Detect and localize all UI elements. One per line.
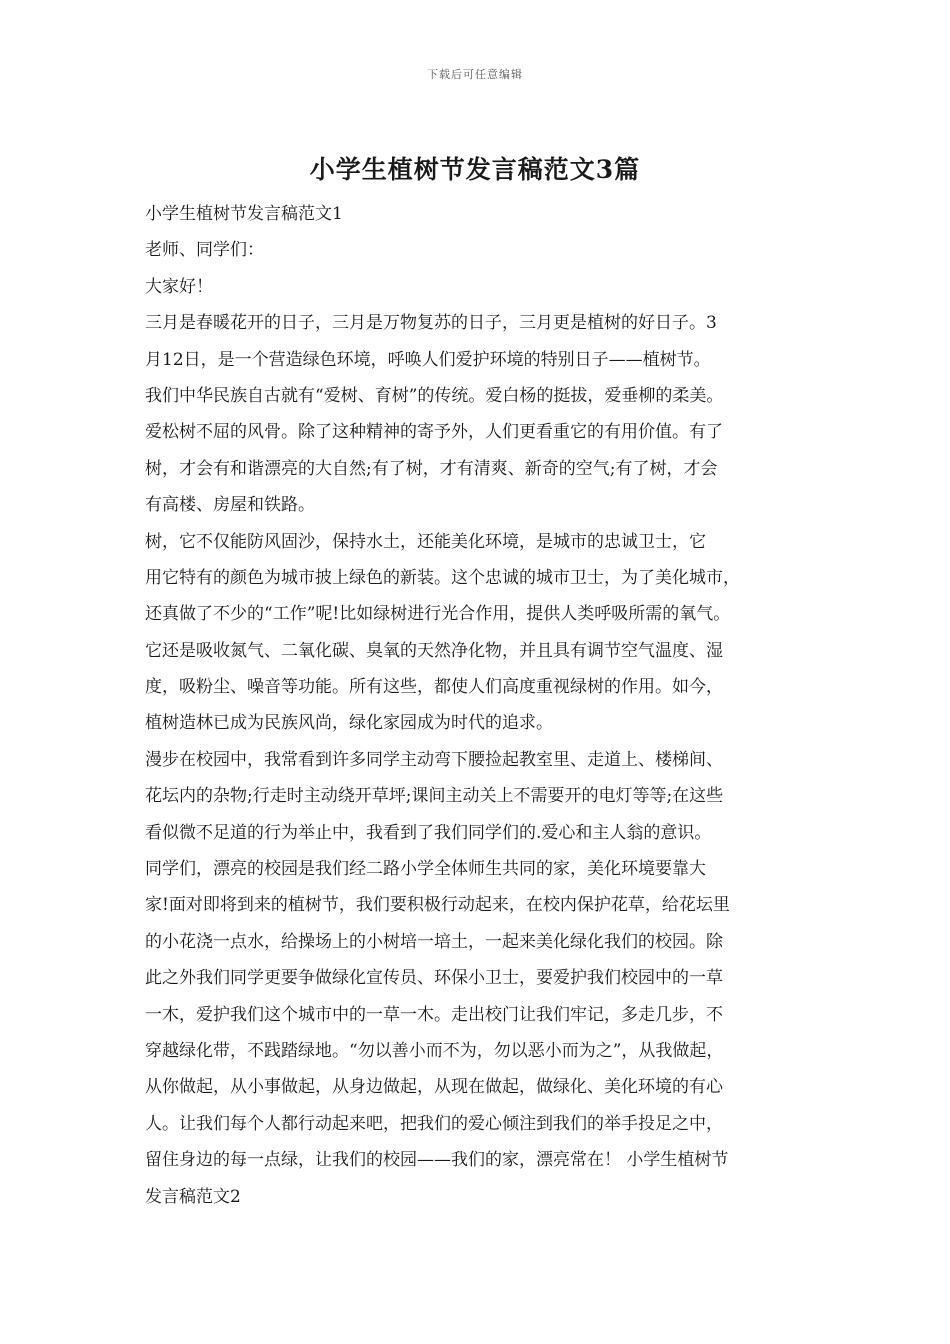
text-line: 一木，爱护我们这个城市中的一草一木。走出校门让我们牢记，多走几步，不 xyxy=(145,1004,723,1025)
text-line: 穿越绿化带，不践踏绿地。“勿以善小而不为，勿以恶小而为之”，从我做起， xyxy=(145,1040,724,1061)
text-line: 人。让我们每个人都行动起来吧，把我们的爱心倾注到我们的举手投足之中， xyxy=(145,1113,723,1134)
text-line: 从你做起，从小事做起，从身边做起，从现在做起，做绿化、美化环境的有心 xyxy=(145,1077,723,1098)
text-line: 度，吸粉尘、噪音等功能。所有这些，都使人们高度重视绿树的作用。如今， xyxy=(145,677,723,698)
text-line: 家!面对即将到来的植树节，我们要积极行动起来，在校内保护花草，给花坛里 xyxy=(145,895,730,916)
text-line: 的小花浇一点水，给操场上的小树培一培土，一起来美化绿化我们的校园。除 xyxy=(145,931,723,952)
text-line: 月12日，是一个营造绿色环境，呼唤人们爱护环境的特别日子——植树节。 xyxy=(145,349,711,370)
document-title: 小学生植树节发言稿范文3篇 xyxy=(309,155,641,184)
text-line: 用它特有的颜色为城市披上绿色的新装。这个忠诚的城市卫士，为了美化城市， xyxy=(145,567,740,588)
text-line: 三月是春暖花开的日子，三月是万物复苏的日子，三月更是植树的好日子。3 xyxy=(145,313,717,334)
text-line: 树，它不仅能防风固沙，保持水土，还能美化环境，是城市的忠诚卫士，它 xyxy=(145,531,706,552)
text-line: 有高楼、房屋和铁路。 xyxy=(145,495,315,516)
text-line: 植树造林已成为民族风尚，绿化家园成为时代的追求。 xyxy=(145,713,553,734)
text-line: 它还是吸收氮气、二氧化碳、臭氧的天然净化物，并且具有调节空气温度、湿 xyxy=(145,640,723,661)
text-line: 看似微不足道的行为举止中，我看到了我们同学们的.爱心和主人翁的意识。 xyxy=(145,822,712,843)
text-line: 发言稿范文2 xyxy=(145,1186,241,1207)
text-line: 同学们，漂亮的校园是我们经二路小学全体师生共同的家，美化环境要靠大 xyxy=(145,859,706,880)
text-line: 留住身边的每一点绿，让我们的校园——我们的家，漂亮常在！ 小学生植树节 xyxy=(145,1150,729,1171)
text-line: 此之外我们同学更要争做绿化宣传员、环保小卫士，要爱护我们校园中的一草 xyxy=(145,968,723,989)
header-note: 下载后可任意编辑 xyxy=(427,68,523,81)
text-line: 树，才会有和谐漂亮的大自然;有了树，才有清爽、新奇的空气;有了树，才会 xyxy=(145,458,718,479)
text-line: 爱松树不屈的风骨。除了这种精神的寄予外，人们更看重它的有用价值。有了 xyxy=(145,422,723,443)
salutation-line: 老师、同学们： xyxy=(145,240,264,261)
text-line: 花坛内的杂物;行走时主动绕开草坪;课间主动关上不需要开的电灯等等;在这些 xyxy=(145,786,724,807)
text-line: 还真做了不少的“工作”呢!比如绿树进行光合作用，提供人类呼吸所需的氧气。 xyxy=(145,604,731,625)
text-line: 我们中华民族自古就有“爱树、育树”的传统。爱白杨的挺拔，爱垂柳的柔美。 xyxy=(145,385,724,406)
document-body xyxy=(145,196,835,1215)
subheading-line: 小学生植树节发言稿范文1 xyxy=(145,204,343,224)
text-line: 漫步在校园中，我常看到许多同学主动弯下腰捡起教室里、走道上、楼梯间、 xyxy=(145,749,723,770)
greeting-line: 大家好！ xyxy=(145,276,213,297)
